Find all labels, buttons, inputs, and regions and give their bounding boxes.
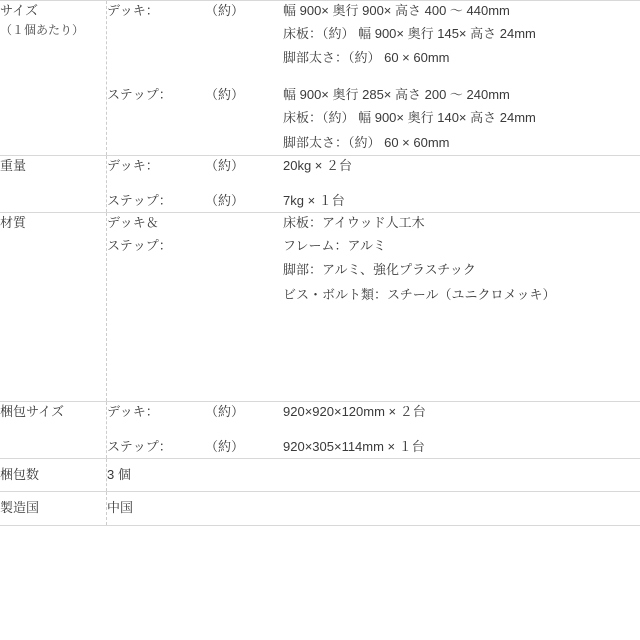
row-label-text: 材質 bbox=[0, 214, 27, 230]
table-row-size bbox=[0, 1, 640, 156]
part-group-deck-step bbox=[107, 213, 205, 258]
approx-group-deck bbox=[205, 156, 283, 177]
row-approx-material bbox=[205, 212, 283, 401]
value-group-step bbox=[283, 437, 640, 458]
row-part-material bbox=[107, 212, 206, 401]
part-spacer-block bbox=[107, 258, 205, 348]
row-label-package-count bbox=[0, 458, 107, 492]
row-approx-country bbox=[205, 492, 283, 526]
part-spacer-line bbox=[107, 46, 205, 71]
value-line: フレーム：アルミ bbox=[283, 237, 386, 253]
value-line: 幅 900× 奥行 285× 高さ 200 〜 240mm bbox=[283, 87, 510, 103]
row-value-country bbox=[107, 492, 206, 526]
row-label-size bbox=[0, 1, 107, 156]
value-line: 脚部太さ：（約） 60 × 60mm bbox=[283, 134, 450, 150]
row-value-weight bbox=[283, 156, 640, 213]
table-row-package-size bbox=[0, 401, 640, 458]
row-label-package-size bbox=[0, 401, 107, 458]
row-label-text: サイズ bbox=[0, 3, 38, 18]
row-approx-size bbox=[205, 1, 283, 156]
value-group-deck bbox=[283, 1, 640, 71]
row-approx-package-count bbox=[205, 458, 283, 492]
value-line: 床板：（約） 幅 900× 奥行 145× 高さ 24mm bbox=[283, 25, 536, 41]
approx-group-step bbox=[205, 85, 283, 106]
row-value-package-size bbox=[283, 401, 640, 458]
part-group-deck bbox=[107, 1, 205, 71]
part-spacer-line bbox=[107, 22, 205, 47]
row-label-subtext: （１個あたり） bbox=[0, 23, 85, 38]
approx-label-deck: （約） bbox=[205, 158, 245, 174]
value-line: 920×920×120mm × ２台 bbox=[283, 403, 426, 419]
approx-label-deck: （約） bbox=[205, 3, 245, 18]
row-label-weight bbox=[0, 156, 107, 213]
part-label-deck: デッキ： bbox=[107, 158, 159, 174]
value-line: 中国 bbox=[107, 500, 134, 516]
value-line: 920×305×114mm × １台 bbox=[283, 438, 425, 454]
value-group-deck bbox=[283, 156, 640, 177]
row-label-text: 重量 bbox=[0, 158, 27, 174]
value-group-step bbox=[283, 85, 640, 155]
value-line: 脚部太さ：（約） 60 × 60mm bbox=[283, 50, 450, 66]
part-group-deck bbox=[107, 402, 205, 423]
value-line: 幅 900× 奥行 900× 高さ 400 〜 440mm bbox=[283, 3, 510, 18]
approx-spacer-line bbox=[205, 22, 283, 47]
row-value-extra-package-count bbox=[283, 458, 640, 492]
row-value-material bbox=[283, 212, 640, 401]
table-row-package-count bbox=[0, 458, 640, 492]
part-group-step bbox=[107, 437, 205, 458]
table-row-weight bbox=[0, 156, 640, 213]
approx-group-deck bbox=[205, 402, 283, 423]
value-line: 20kg × ２台 bbox=[283, 158, 353, 174]
row-part-package-size bbox=[107, 401, 206, 458]
value-group-deck bbox=[283, 402, 640, 423]
value-line: 7kg × １台 bbox=[283, 193, 345, 209]
value-line: 床板：（約） 幅 900× 奥行 140× 高さ 24mm bbox=[283, 109, 536, 125]
row-label-text: 梱包数 bbox=[0, 466, 40, 482]
approx-label-deck: （約） bbox=[205, 403, 245, 419]
table-row-country bbox=[0, 492, 640, 526]
row-label-text: 梱包サイズ bbox=[0, 403, 64, 419]
value-line: 床板：アイウッド人工木 bbox=[283, 214, 425, 230]
table-row-material bbox=[0, 212, 640, 401]
row-value-size bbox=[283, 1, 640, 156]
row-part-weight bbox=[107, 156, 206, 213]
row-approx-weight bbox=[205, 156, 283, 213]
approx-group-step bbox=[205, 437, 283, 458]
value-line: 脚部：アルミ、強化プラスチック bbox=[283, 262, 476, 278]
row-label-material bbox=[0, 212, 107, 401]
part-label-deck: デッキ＆ bbox=[107, 214, 159, 230]
part-label-step: ステップ： bbox=[107, 193, 172, 209]
row-value-package-count bbox=[107, 458, 206, 492]
part-label-deck: デッキ： bbox=[107, 403, 159, 419]
part-label-step: ステップ： bbox=[107, 438, 172, 454]
part-group-step bbox=[107, 191, 205, 212]
part-label-step: ステップ： bbox=[107, 237, 172, 253]
part-group-deck bbox=[107, 156, 205, 177]
value-group-material bbox=[283, 213, 640, 308]
row-label-country bbox=[0, 492, 107, 526]
row-value-extra-country bbox=[283, 492, 640, 526]
approx-spacer-line bbox=[205, 46, 283, 71]
part-label-deck: デッキ： bbox=[107, 3, 159, 18]
row-approx-package-size bbox=[205, 401, 283, 458]
approx-label-step: （約） bbox=[205, 193, 245, 209]
approx-group-step bbox=[205, 191, 283, 212]
row-part-size bbox=[107, 1, 206, 156]
part-group-step bbox=[107, 85, 205, 106]
approx-group-deck bbox=[205, 1, 283, 71]
approx-label-step: （約） bbox=[205, 87, 245, 103]
part-label-step: ステップ： bbox=[107, 87, 172, 103]
approx-label-step: （約） bbox=[205, 438, 245, 454]
value-line: 3 個 bbox=[107, 466, 131, 482]
row-label-text: 製造国 bbox=[0, 500, 40, 516]
value-line: ビス・ボルト類：スチール（ユニクロメッキ） bbox=[283, 287, 556, 303]
value-group-step bbox=[283, 191, 640, 212]
